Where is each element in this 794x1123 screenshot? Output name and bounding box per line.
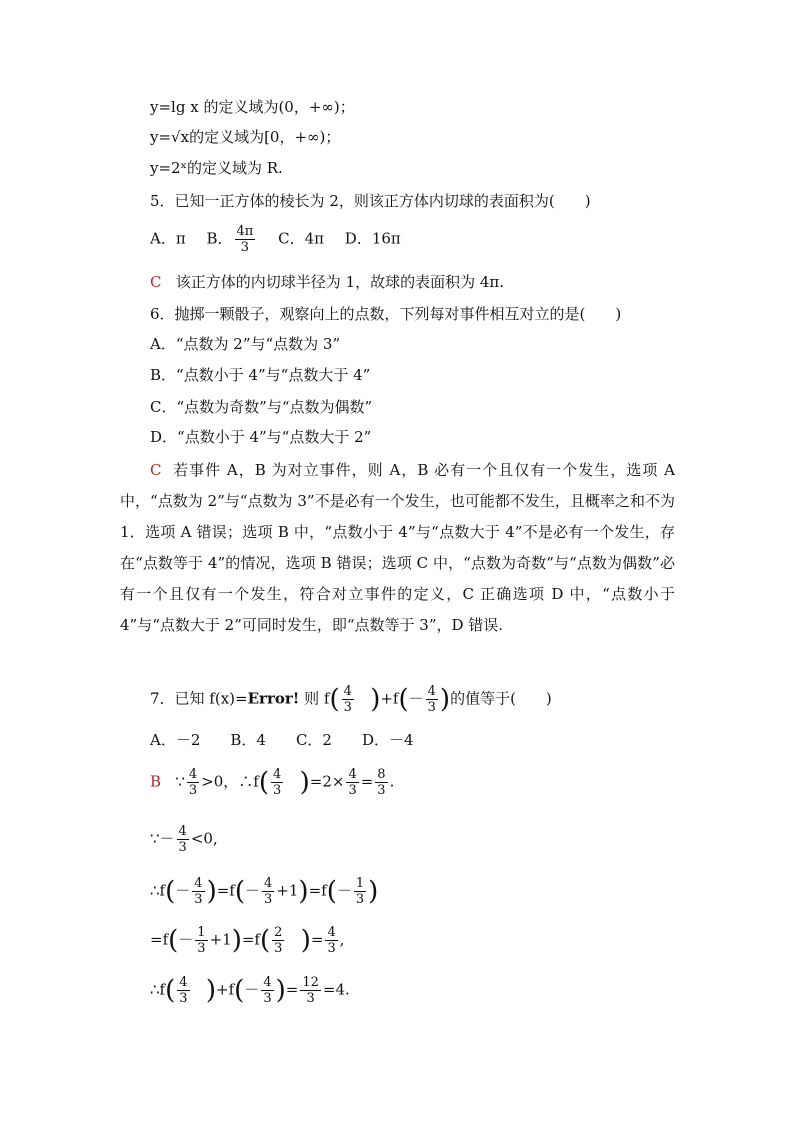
q6-stem: 6．抛掷一颗骰子，观察向上的点数，下列每对事件相互对立的是( ) (150, 305, 622, 323)
q6-answer-letter: C (150, 461, 162, 479)
q5-option-d: D．16π (344, 229, 401, 248)
q6-option-d: D．“点数小于 4”与“点数大于 2” (150, 428, 372, 446)
q5-option-b-fraction: $\frac{4\pi}{3}$ (236, 224, 254, 255)
q6-answer (120, 455, 675, 641)
lg-domain-line: y=lg x 的定义域为(0，+∞)； (150, 98, 355, 116)
q7-solution-line-2: ∵－ $\frac{4}{3}$ <0, (150, 824, 218, 855)
exp-domain-line: y=2ˣ的定义域为 R. (150, 159, 283, 177)
q7-solution-line-3: ∴f(－ $\frac{4}{3}$ )=f(－ $\frac{4}{3}$ +1)=f(－ $\frac{1}{3}$ ) (150, 876, 379, 907)
sqrt-domain-line (150, 126, 340, 148)
error-text: Error! (247, 689, 300, 708)
sqrt-symbol: √x (171, 128, 190, 146)
q5-answer-letter: C (150, 273, 162, 291)
q5-option-c: C．4π (278, 229, 325, 248)
q7-solution-line-4: =f(－ $\frac{1}{3}$ +1)=f( $\frac{2}{3}$ )= $\frac{4}{3}$ , (150, 925, 345, 956)
q5-option-b-label: B． (206, 229, 233, 248)
q5-stem: 5．已知一正方体的棱长为 2，则该正方体内切球的表面积为( ) (150, 192, 591, 210)
sqrt-line-pre: y= (150, 128, 172, 146)
q6-answer-text: 若事件 A，B 为对立事件，则 A，B 必有一个且仅有一个发生，选项 A 中，“点数为 2”与“点数为 3”不是必有一个发生，也可能都不发生，且概率之和不为 1．选项 A 错误；选项 B 中，“点数小于 4”与“点数大于 4”不是必有一个发生，存在“点数等于 4”的情况，选项 B 错误；选项 C 中，“点数为奇数”与“点数为偶数”必有一个且仅有一个发生，符合对立事件的定义，C 正确选项 D 中，“点数小于 4”与“点数大于 2”可同时发生，即“点数等于 3”，D 错误. (120, 461, 675, 634)
q5-option-a: A．π (150, 229, 186, 248)
q6-option-c: C．“点数为奇数”与“点数为偶数” (150, 398, 373, 416)
q5-answer-text: 该正方体的内切球半径为 1，故球的表面积为 4π. (175, 273, 505, 291)
q5-answer (150, 271, 504, 293)
q7-answer-letter: B (150, 772, 162, 791)
q6-option-a: A．“点数为 2”与“点数为 3” (150, 335, 341, 353)
q7-stem: 7．已知 f(x)=Error! 则 f( $\frac{4}{3}$ )+f(－ $\frac{4}{3}$ )的值等于( ) (150, 684, 552, 715)
q7-solution-line-1: B ∵ $\frac{4}{3}$ >0，∴f( $\frac{4}{3}$ )=2× $\frac{4}{3}$ = $\frac{8}{3}$ . (150, 767, 395, 798)
q7-options: A．－2 B．4 C．2 D．－4 (150, 731, 414, 749)
q6-option-b: B．“点数小于 4”与“点数大于 4” (150, 366, 371, 384)
sqrt-line-post: 的定义域为[0，+∞)； (189, 128, 341, 146)
q5-options (150, 224, 401, 255)
q7-solution-line-5: ∴f( $\frac{4}{3}$ )+f(－ $\frac{4}{3}$ )= $\frac{12}{3}$ =4. (150, 975, 350, 1006)
